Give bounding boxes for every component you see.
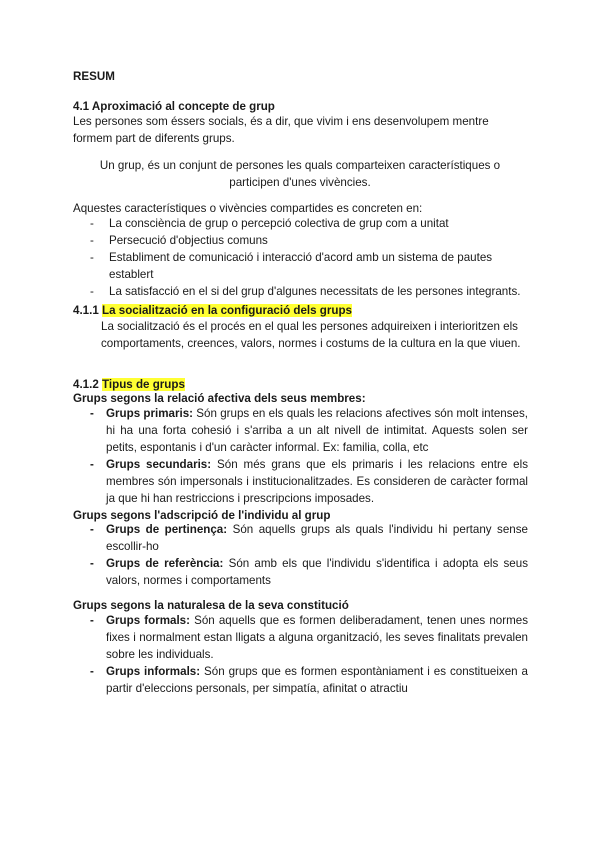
term-description: Són aquells grups als quals l'individu hi pertany sense escollir-ho [106,523,528,553]
highlighted-heading: Tipus de grups [102,378,185,391]
list-item [73,405,528,456]
term: Grups formals: [106,614,190,627]
group-type-list [73,405,528,507]
group-category-title: Grups segons l'adscripció de l'individu al grup [73,509,331,522]
group-type-list [73,521,528,589]
term-description: Són grups en els quals les relacions afectives són molt intenses, hi ha una forta cohesió i s'arriba a un alt nivell de intimitat. Aquests solen ser petits, espontanis i d'un caràcter informal. Ex: familia, colla, etc [106,407,528,454]
section-4-1-intro: Les persones som éssers socials, és a dir, que vivim i ens desenvolupem mentre formem part de diferents grups. [73,115,489,145]
socialization-definition: La socialització és el procés en el qual les persones adquireixen i interioritzen els comportaments, creences, valors, normes i costums de la cultura en la que viuen. [101,320,521,350]
list-item [73,612,528,663]
highlighted-heading: La socialització en la configuració dels grups [102,304,353,317]
section-number: 4.1.2 [73,378,99,391]
group-category-title: Grups segons la naturalesa de la seva constitució [73,599,349,612]
list-item: - La consciència de grup o percepció colectiva de grup com a unitat [73,215,528,232]
section-4-1-1-heading [73,302,528,319]
list-item [73,663,528,697]
document-title: RESUM [73,70,115,83]
section-4-1-heading: 4.1 Aproximació al concepte de grup [73,100,275,113]
term-description: Són grups que es formen espontàniament i es constitueixen a partir d'eleccions personals, per simpatía, afinitat o atractiu [106,665,528,695]
term: Grups informals: [106,665,201,678]
list-item: - Establiment de comunicació i interacció d'acord amb un sistema de pautes establert [73,249,528,283]
list-item [73,521,528,555]
group-category-title: Grups segons la relació afectiva dels seus membres: [73,392,366,405]
term: Grups de referència: [106,557,224,570]
term-description: Són amb els que l'individu s'identifica i adopta els seus valors, normes i comportaments [106,557,528,587]
characteristics-intro: Aquestes característiques o vivències compartides es concreten en: [73,202,423,215]
list-item [73,555,528,589]
list-item [73,456,528,507]
term: Grups primaris: [106,407,194,420]
group-type-list [73,612,528,697]
characteristics-list [73,215,528,300]
term: Grups secundaris: [106,458,212,471]
section-number: 4.1.1 [73,304,99,317]
group-definition: Un grup, és un conjunt de persones les quals comparteixen característiques o participen d'unes vivències. [99,159,501,189]
term: Grups de pertinença: [106,523,228,536]
term-description: Són més grans que els primaris i les relacions entre els membres són impersonals i institucionalitzades. Es consideren de caràcter formal ja que hi han restriccions i prescripcions imposades. [106,458,528,505]
list-item: - Persecució d'objectius comuns [73,232,528,249]
term-description: Són aquells que es formen deliberadament, tenen unes normes fixes i normalment estan lligats a alguna organització, les seves finalitats prevalen sobre les individuals. [106,614,529,661]
list-item: - La satisfacció en el si del grup d'algunes necessitats de les persones integrants. [73,283,528,300]
